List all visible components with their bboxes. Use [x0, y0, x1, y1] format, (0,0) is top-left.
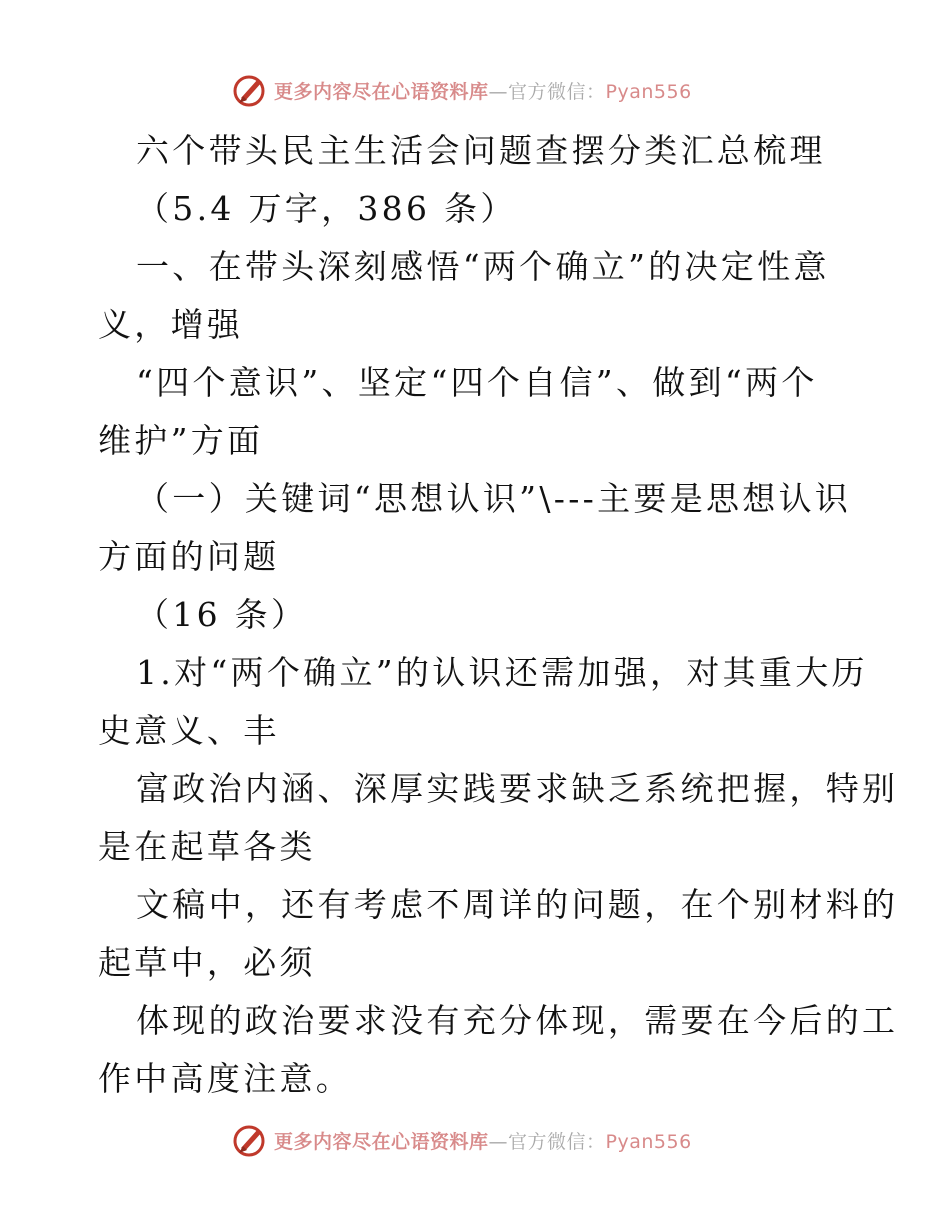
- watermark-footer: [232, 1120, 752, 1160]
- section-heading-line: 维护”方面: [98, 421, 264, 460]
- watermark-separator: —: [488, 1130, 509, 1153]
- quill-logo-icon: [232, 72, 268, 108]
- paragraph-line: 文稿中，还有考虑不周详的问题，在个别材料的: [136, 885, 899, 924]
- subsection-heading-line: 方面的问题: [98, 537, 280, 576]
- paragraph-line: 富政治内涵、深厚实践要求缺乏系统把握，特别: [136, 769, 899, 808]
- subsection-count: （16 条）: [136, 595, 308, 634]
- paragraph-line: 起草中，必须: [98, 943, 316, 982]
- watermark-wechat-id: Pyan556: [605, 80, 692, 103]
- paragraph-line: 是在起草各类: [98, 827, 316, 866]
- section-heading-line: “四个意识”、坚定“四个自信”、做到“两个: [136, 363, 818, 402]
- watermark-site-text: 更多内容尽在心语资料库: [274, 80, 489, 103]
- document-body: [98, 122, 899, 1108]
- paragraph-line: 体现的政治要求没有充分体现，需要在今后的工: [136, 1001, 899, 1040]
- watermark-separator: —: [488, 80, 509, 103]
- watermark-wechat-label: 官方微信：: [508, 1130, 606, 1153]
- section-heading-line: 义，增强: [98, 305, 244, 344]
- subsection-heading-line: （一）关键词“思想认识”\---主要是思想认识: [136, 479, 852, 518]
- paragraph-line: 史意义、丰: [98, 711, 280, 750]
- document-title: 六个带头民主生活会问题查摆分类汇总梳理: [136, 131, 826, 170]
- watermark-wechat-label: 官方微信：: [508, 80, 606, 103]
- paragraph-line: 1.对“两个确立”的认识还需加强，对其重大历: [136, 653, 868, 692]
- watermark-header: [232, 70, 752, 110]
- paragraph-line: 作中高度注意。: [98, 1059, 353, 1098]
- watermark-wechat-id: Pyan556: [605, 1130, 692, 1153]
- document-subtitle: （5.4 万字，386 条）: [136, 189, 517, 228]
- watermark-site-text: 更多内容尽在心语资料库: [274, 1130, 489, 1153]
- quill-logo-icon: [232, 1122, 268, 1158]
- section-heading-line: 一、在带头深刻感悟“两个确立”的决定性意: [136, 247, 830, 286]
- watermark-text: [274, 77, 692, 104]
- watermark-text: [274, 1127, 692, 1154]
